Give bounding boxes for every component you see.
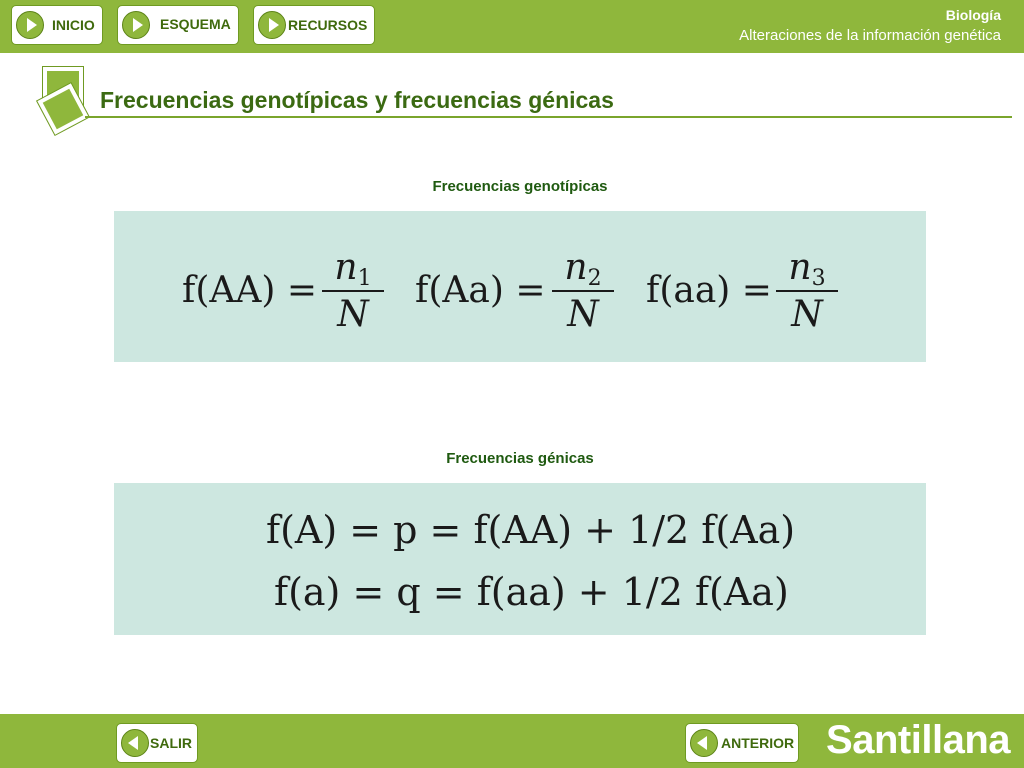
subject-label: Biología xyxy=(945,7,1001,23)
fraction-denominator: N xyxy=(567,294,599,335)
fraction-bar xyxy=(552,290,614,292)
fraction-denominator: N xyxy=(791,294,823,335)
salir-label: SALIR xyxy=(150,735,192,751)
fraction-numerator: $n_3$ xyxy=(788,247,826,291)
back-arrow-icon xyxy=(690,729,718,757)
formula-faa-fraction xyxy=(322,248,384,336)
formula-faa-lower-lhs: f(aa) = xyxy=(646,270,772,311)
page-title: Frecuencias genotípicas y frecuencias génicas xyxy=(100,87,614,113)
formula-faa-lower-fraction xyxy=(776,248,838,336)
genic-formula-line-1: f(A) = p = f(AA) + 1/2 f(Aa) xyxy=(266,508,796,552)
fraction-denominator: N xyxy=(337,294,369,335)
anterior-label: ANTERIOR xyxy=(721,735,795,751)
recursos-button[interactable] xyxy=(253,5,375,45)
topic-label: Alteraciones de la información genética xyxy=(739,27,1001,44)
title-divider xyxy=(85,116,1012,118)
anterior-button[interactable] xyxy=(685,723,799,763)
back-arrow-icon xyxy=(121,729,149,757)
santillana-logo: Santillana xyxy=(826,718,1010,762)
formula-fAa-lhs: f(Aa) = xyxy=(415,270,546,311)
recursos-label: RECURSOS xyxy=(288,17,368,33)
play-arrow-icon xyxy=(258,11,286,39)
inicio-label: INICIO xyxy=(52,17,95,33)
fraction-bar xyxy=(776,290,838,292)
genotypic-heading: Frecuencias genotípicas xyxy=(432,178,608,195)
genic-formula-line-2: f(a) = q = f(aa) + 1/2 f(Aa) xyxy=(274,570,789,614)
play-arrow-icon xyxy=(16,11,44,39)
fraction-numerator: $n_2$ xyxy=(564,247,602,291)
fraction-bar xyxy=(322,290,384,292)
formula-fAa-fraction xyxy=(552,248,614,336)
inicio-button[interactable] xyxy=(11,5,103,45)
play-arrow-icon xyxy=(122,11,150,39)
salir-button[interactable] xyxy=(116,723,198,763)
esquema-button[interactable] xyxy=(117,5,239,45)
genic-heading: Frecuencias génicas xyxy=(446,450,594,467)
formula-faa-lhs: f(AA) = xyxy=(182,270,318,311)
fraction-numerator: $n_1$ xyxy=(334,247,372,291)
esquema-label: ESQUEMA xyxy=(160,16,231,32)
